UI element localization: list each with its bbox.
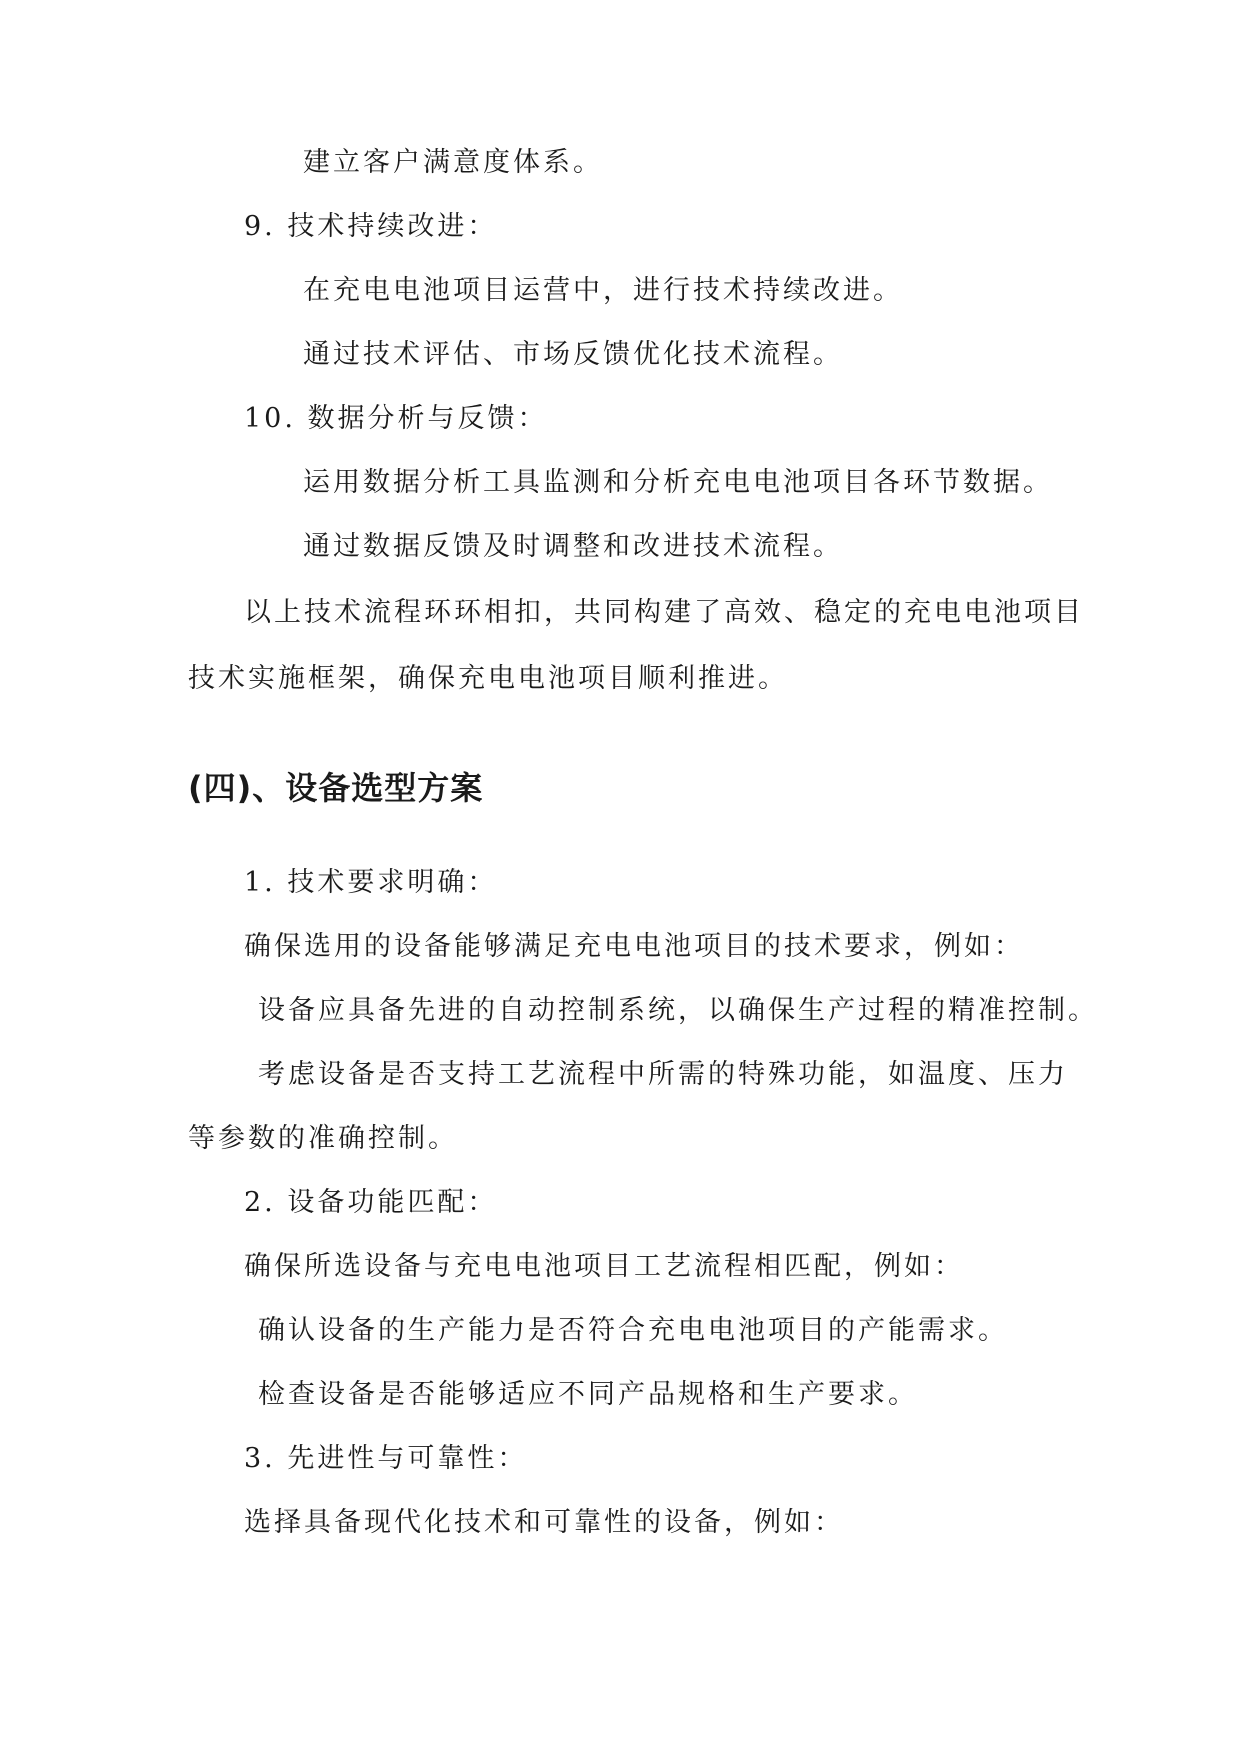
list-item-heading: 1. 技术要求明确： [244,867,498,898]
paragraph-line: 技术实施框架，确保充电电池项目顺利推进。 [188,663,788,694]
paragraph-line: 在充电电池项目运营中，进行技术持续改进。 [303,275,903,306]
paragraph-line: 确认设备的生产能力是否符合充电电池项目的产能需求。 [258,1315,1008,1346]
paragraph-line: 以上技术流程环环相扣，共同构建了高效、稳定的充电电池项目 [244,597,1084,628]
paragraph-line: 确保所选设备与充电电池项目工艺流程相匹配，例如： [244,1251,964,1282]
paragraph-line: 建立客户满意度体系。 [303,147,603,178]
paragraph-line: 通过数据反馈及时调整和改进技术流程。 [303,531,843,562]
list-item-heading: 10. 数据分析与反馈： [244,403,548,434]
paragraph-line: 考虑设备是否支持工艺流程中所需的特殊功能，如温度、压力 [258,1059,1068,1090]
list-item-heading: 9. 技术持续改进： [244,211,498,242]
paragraph-line: 检查设备是否能够适应不同产品规格和生产要求。 [258,1379,918,1410]
paragraph-line: 等参数的准确控制。 [188,1123,458,1154]
paragraph-line: 设备应具备先进的自动控制系统，以确保生产过程的精准控制。 [258,995,1098,1026]
paragraph-line: 确保选用的设备能够满足充电电池项目的技术要求，例如： [244,931,1024,962]
paragraph-line: 选择具备现代化技术和可靠性的设备，例如： [244,1507,844,1538]
list-item-heading: 2. 设备功能匹配： [244,1187,498,1218]
paragraph-line: 通过技术评估、市场反馈优化技术流程。 [303,339,843,370]
list-item-heading: 3. 先进性与可靠性： [244,1443,528,1474]
paragraph-line: 运用数据分析工具监测和分析充电电池项目各环节数据。 [303,467,1053,498]
section-heading: (四)、设备选型方案 [188,769,484,807]
